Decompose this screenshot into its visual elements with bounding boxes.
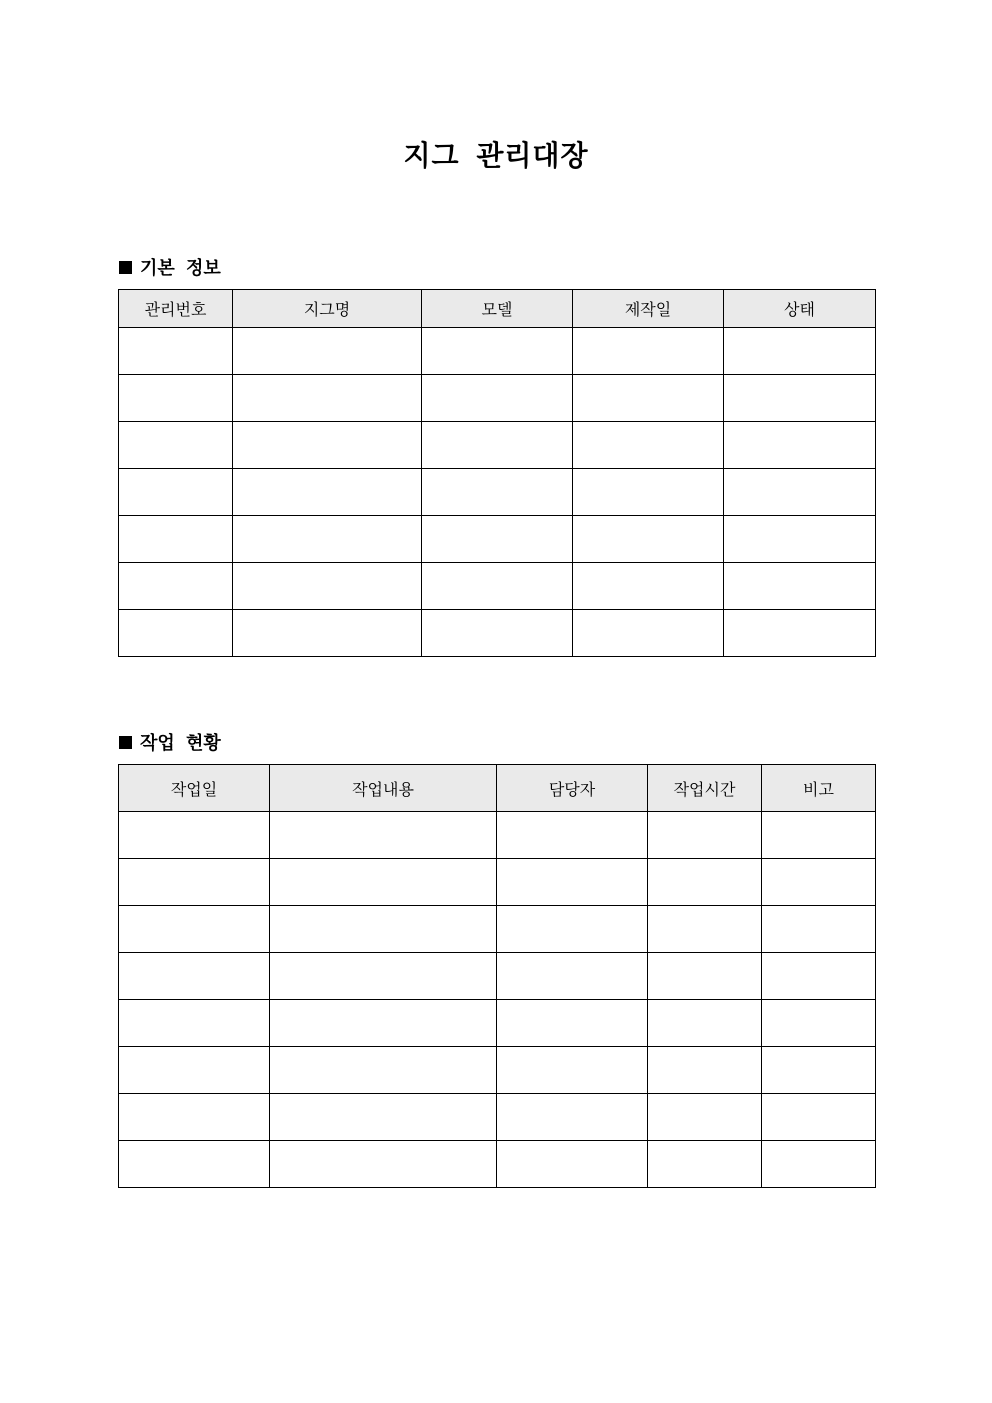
- table-cell[interactable]: [762, 1000, 876, 1047]
- table-cell[interactable]: [573, 375, 724, 422]
- table-cell[interactable]: [119, 1047, 270, 1094]
- black-square-icon: [119, 261, 132, 274]
- table-cell[interactable]: [497, 812, 648, 859]
- table-row: [119, 1047, 876, 1094]
- table-cell[interactable]: [497, 1141, 648, 1188]
- section-heading-label: 기본 정보: [140, 258, 221, 279]
- table-cell[interactable]: [648, 1141, 762, 1188]
- table-cell[interactable]: [270, 906, 497, 953]
- table-cell[interactable]: [762, 953, 876, 1000]
- table-cell[interactable]: [762, 906, 876, 953]
- table-cell[interactable]: [648, 906, 762, 953]
- table-cell[interactable]: [724, 563, 876, 610]
- work-status-table: [118, 764, 876, 1188]
- table-cell[interactable]: [497, 859, 648, 906]
- table-cell[interactable]: [233, 516, 422, 563]
- table-cell[interactable]: [270, 953, 497, 1000]
- table-header-row: [119, 290, 876, 328]
- column-header-work-date: 작업일: [119, 765, 270, 812]
- table-cell[interactable]: [119, 1094, 270, 1141]
- table-cell[interactable]: [119, 1000, 270, 1047]
- column-header-status: 상태: [724, 290, 876, 328]
- table-cell[interactable]: [762, 1141, 876, 1188]
- table-cell[interactable]: [119, 375, 233, 422]
- column-header-assignee: 담당자: [497, 765, 648, 812]
- column-header-management-number: 관리번호: [119, 290, 233, 328]
- table-cell[interactable]: [270, 859, 497, 906]
- page-title: 지그 관리대장: [403, 139, 589, 172]
- table-cell[interactable]: [119, 812, 270, 859]
- table-cell[interactable]: [422, 516, 573, 563]
- table-row: [119, 563, 876, 610]
- table-cell[interactable]: [270, 1000, 497, 1047]
- table-cell[interactable]: [119, 859, 270, 906]
- table-cell[interactable]: [422, 610, 573, 657]
- table-cell[interactable]: [119, 906, 270, 953]
- table-row: [119, 375, 876, 422]
- table-cell[interactable]: [648, 1000, 762, 1047]
- table-cell[interactable]: [233, 563, 422, 610]
- table-cell[interactable]: [497, 906, 648, 953]
- table-cell[interactable]: [648, 859, 762, 906]
- table-cell[interactable]: [497, 1094, 648, 1141]
- table-cell[interactable]: [724, 469, 876, 516]
- column-header-model: 모델: [422, 290, 573, 328]
- table-cell[interactable]: [497, 1047, 648, 1094]
- table-row: [119, 1141, 876, 1188]
- table-cell[interactable]: [648, 953, 762, 1000]
- table-cell[interactable]: [422, 422, 573, 469]
- table-header-row: [119, 765, 876, 812]
- table-cell[interactable]: [119, 563, 233, 610]
- table-cell[interactable]: [762, 859, 876, 906]
- table-cell[interactable]: [233, 375, 422, 422]
- table-cell[interactable]: [422, 328, 573, 375]
- table-row: [119, 1094, 876, 1141]
- table-cell[interactable]: [119, 610, 233, 657]
- table-cell[interactable]: [119, 953, 270, 1000]
- table-cell[interactable]: [119, 516, 233, 563]
- table-cell[interactable]: [233, 328, 422, 375]
- table-cell[interactable]: [119, 469, 233, 516]
- table-cell[interactable]: [648, 812, 762, 859]
- section-heading-label: 작업 현황: [140, 733, 221, 754]
- section-heading-work-status: [119, 729, 221, 755]
- table-cell[interactable]: [270, 1094, 497, 1141]
- table-cell[interactable]: [270, 1141, 497, 1188]
- table-cell[interactable]: [762, 812, 876, 859]
- column-header-work-content: 작업내용: [270, 765, 497, 812]
- table-row: [119, 1000, 876, 1047]
- table-cell[interactable]: [422, 375, 573, 422]
- table-cell[interactable]: [233, 610, 422, 657]
- column-header-work-time: 작업시간: [648, 765, 762, 812]
- table-cell[interactable]: [762, 1047, 876, 1094]
- table-cell[interactable]: [724, 375, 876, 422]
- table-cell[interactable]: [270, 1047, 497, 1094]
- table-cell[interactable]: [233, 469, 422, 516]
- black-square-icon: [119, 736, 132, 749]
- table-cell[interactable]: [762, 1094, 876, 1141]
- table-row: [119, 906, 876, 953]
- table-cell[interactable]: [270, 812, 497, 859]
- table-cell[interactable]: [573, 610, 724, 657]
- table-cell[interactable]: [724, 610, 876, 657]
- basic-info-table: [118, 289, 876, 657]
- column-header-jig-name: 지그명: [233, 290, 422, 328]
- table-cell[interactable]: [119, 328, 233, 375]
- table-cell[interactable]: [233, 422, 422, 469]
- table-cell[interactable]: [573, 516, 724, 563]
- table-row: [119, 328, 876, 375]
- table-row: [119, 422, 876, 469]
- table-row: [119, 469, 876, 516]
- table-row: [119, 859, 876, 906]
- column-header-manufacture-date: 제작일: [573, 290, 724, 328]
- table-cell[interactable]: [422, 469, 573, 516]
- table-row: [119, 610, 876, 657]
- table-cell[interactable]: [422, 563, 573, 610]
- table-cell[interactable]: [573, 563, 724, 610]
- table-row: [119, 516, 876, 563]
- table-row: [119, 812, 876, 859]
- table-cell[interactable]: [724, 422, 876, 469]
- table-cell[interactable]: [573, 469, 724, 516]
- table-cell[interactable]: [724, 328, 876, 375]
- table-cell[interactable]: [497, 1000, 648, 1047]
- table-cell[interactable]: [573, 422, 724, 469]
- table-row: [119, 953, 876, 1000]
- section-heading-basic-info: [119, 254, 221, 280]
- table-cell[interactable]: [119, 1141, 270, 1188]
- table-cell[interactable]: [497, 953, 648, 1000]
- table-cell[interactable]: [119, 422, 233, 469]
- table-cell[interactable]: [573, 328, 724, 375]
- table-cell[interactable]: [724, 516, 876, 563]
- column-header-remarks: 비고: [762, 765, 876, 812]
- table-cell[interactable]: [648, 1094, 762, 1141]
- table-cell[interactable]: [648, 1047, 762, 1094]
